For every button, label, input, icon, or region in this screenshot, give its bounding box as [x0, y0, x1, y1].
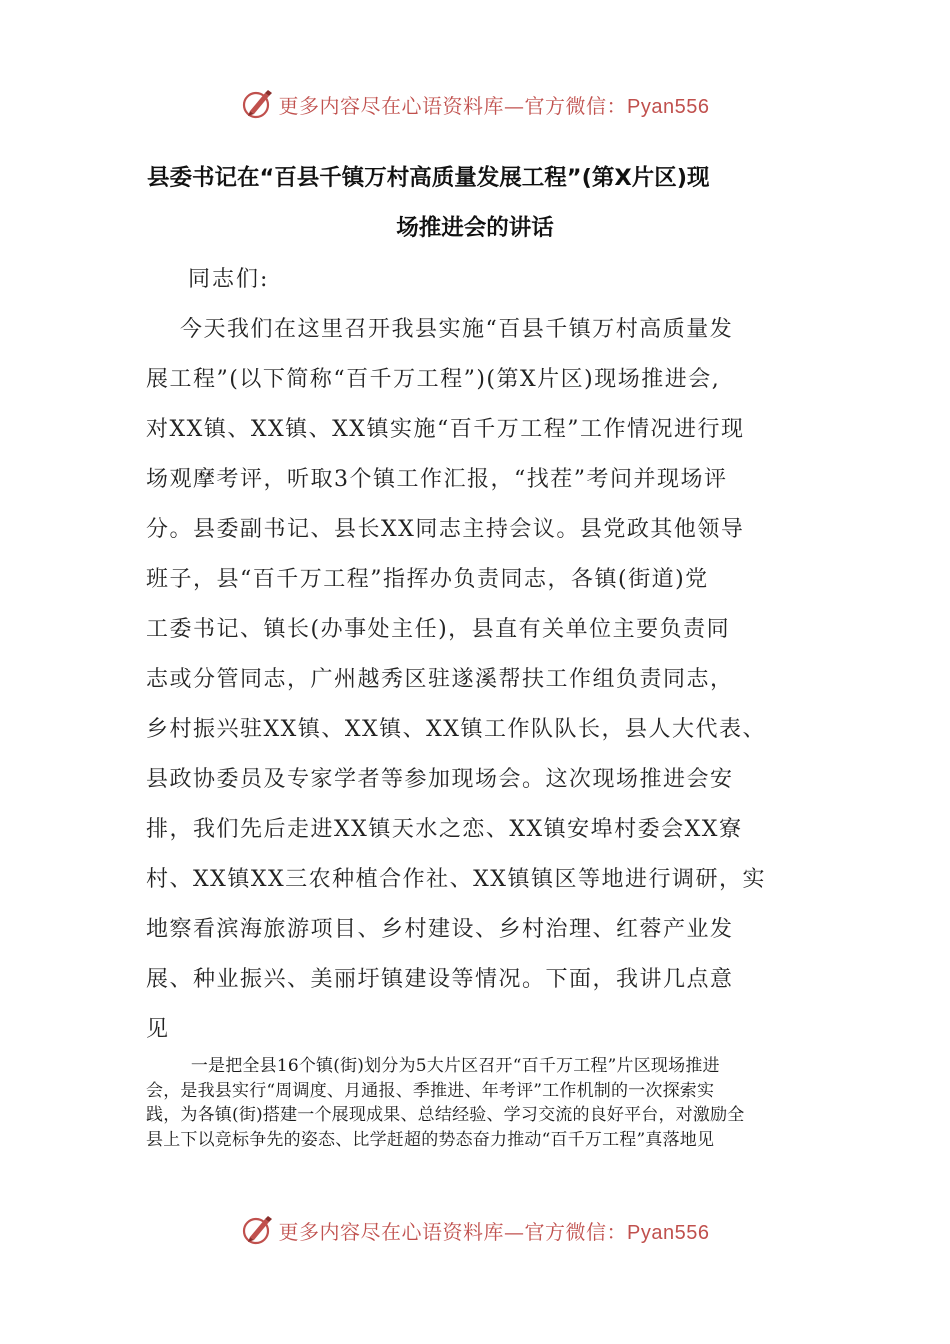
- paragraph-line: 见: [146, 1017, 170, 1042]
- paragraph-line: 展、种业振兴、美丽圩镇建设等情况。下面，我讲几点意: [146, 967, 734, 992]
- paragraph-line: 志或分管同志，广州越秀区驻遂溪帮扶工作组负责同志，: [146, 667, 734, 692]
- pen-logo-icon: [241, 1213, 275, 1247]
- footer-banner-handle: Pyan556: [627, 1221, 710, 1244]
- paragraph-line: 践，为各镇(街)搭建一个展现成果、总结经验、学习交流的良好平台，对激励全: [146, 1105, 745, 1125]
- paragraph-line: 今天我们在这里召开我县实施“百县千镇万村高质量发: [146, 317, 734, 342]
- paragraph-line: 排，我们先后走进XX镇天水之恋、XX镇安埠村委会XX寮: [146, 817, 743, 842]
- body-paragraph-1: [146, 305, 836, 1055]
- paragraph-line: 一是把全县16个镇(街)划分为5大片区召开“百千万工程”片区现场推进: [146, 1056, 720, 1076]
- paragraph-line: 场观摩考评，听取3个镇工作汇报，“找茬”考问并现场评: [146, 467, 728, 492]
- paragraph-line: 县政协委员及专家学者等参加现场会。这次现场推进会安: [146, 767, 734, 792]
- document-title-line-2: 场推进会的讲话: [396, 215, 554, 241]
- footer-banner-text: 更多内容尽在心语资料库—官方微信：Pyan556: [278, 1219, 710, 1244]
- pen-logo-icon: [241, 87, 275, 121]
- paragraph-line: 对XX镇、XX镇、XX镇实施“百千万工程”工作情况进行现: [146, 417, 745, 442]
- paragraph-line: 展工程”(以下简称“百千万工程”)(第X片区)现场推进会,: [146, 367, 721, 392]
- paragraph-line: 会，是我县实行“周调度、月通报、季推进、年考评”工作机制的一次探索实: [146, 1080, 715, 1101]
- document-title-line-1: 县委书记在“百县千镇万村高质量发展工程”(第X片区)现: [147, 165, 710, 191]
- paragraph-line: 工委书记、镇长(办事处主任)，县直有关单位主要负责同: [146, 617, 731, 642]
- paragraph-line: 县上下以竞标争先的姿态、比学赶超的势态奋力推动“百千万工程”真落地见: [146, 1129, 715, 1150]
- paragraph-line: 乡村振兴驻XX镇、XX镇、XX镇工作队队长，县人大代表、: [146, 717, 766, 742]
- paragraph-line: 分。县委副书记、县长XX同志主持会议。县党政其他领导: [146, 517, 745, 542]
- footer-watermark-banner: [0, 1210, 950, 1250]
- header-banner-handle: Pyan556: [627, 95, 710, 118]
- body-paragraph-2: [146, 1054, 836, 1152]
- header-watermark-banner: [0, 84, 950, 124]
- salutation: 同志们:: [188, 267, 270, 292]
- paragraph-line: 班子，县“百千万工程”指挥办负责同志，各镇(街道)党: [146, 567, 709, 592]
- header-banner-text: 更多内容尽在心语资料库—官方微信：Pyan556: [278, 93, 710, 118]
- paragraph-line: 村、XX镇XX三农种植合作社、XX镇镇区等地进行调研，实: [146, 867, 766, 892]
- paragraph-line: 地察看滨海旅游项目、乡村建设、乡村治理、红蓉产业发: [146, 917, 734, 942]
